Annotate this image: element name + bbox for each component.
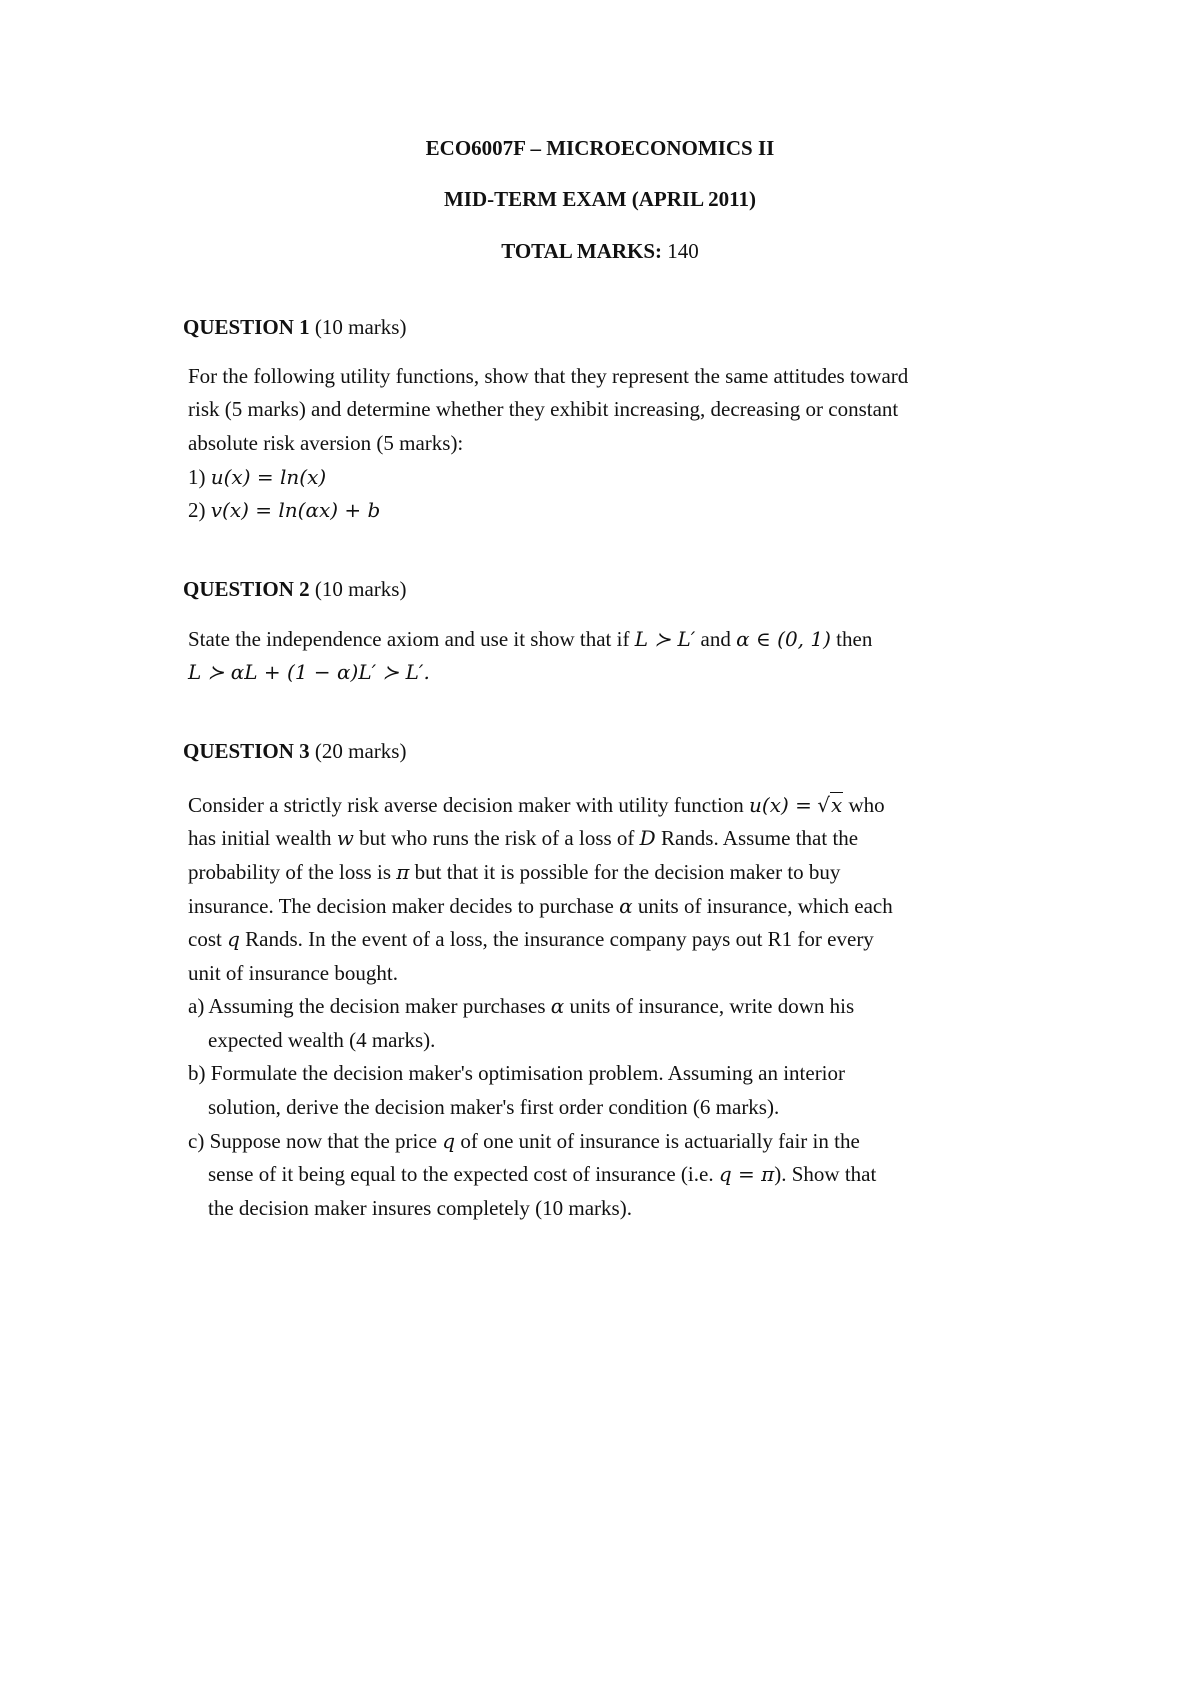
exam-title: MID-TERM EXAM (APRIL 2011) — [443, 187, 757, 211]
question-2-marks: (10 marks) — [314, 577, 407, 601]
question-1-heading — [183, 314, 406, 340]
q3-part-c-line-3: the decision maker insures completely (10 marks). — [208, 1196, 632, 1220]
q2-text-line-1: State the independence axiom and use it show that if L ≻ L′ and α ∈ (0, 1) then — [188, 627, 873, 651]
question-1-label: QUESTION 1 — [183, 315, 310, 339]
q2-text-line-2 — [188, 659, 430, 685]
question-1-marks: (10 marks) — [314, 315, 407, 339]
q3-part-c-line-1: c) Suppose now that the price q of one unit of insurance is actuarially fair in the — [188, 1129, 860, 1153]
total-marks-label: TOTAL MARKS: — [501, 239, 663, 263]
q3-text-line-6: unit of insurance bought. — [188, 961, 398, 985]
total-marks — [0, 238, 1200, 264]
q1-item-1-formula: u(x) = ln(x) — [210, 465, 327, 489]
q1-text-line-3: absolute risk aversion (5 marks): — [188, 431, 464, 455]
q1-item-2: 2) v(x) = ln(αx) + b — [188, 498, 381, 522]
q1-item-2-formula: v(x) = ln(αx) + b — [210, 498, 381, 522]
q3-part-b-line-1: b) Formulate the decision maker's optimisation problem. Assuming an interior — [188, 1061, 846, 1085]
q3-text-line-3: probability of the loss is π but that it is possible for the decision maker to buy — [188, 860, 841, 884]
q3-part-a-line-1: a) Assuming the decision maker purchases α units of insurance, write down his — [188, 994, 855, 1018]
square-root-symbol: √x — [817, 793, 843, 817]
q2-formula: L ≻ αL + (1 − α)L′ ≻ L′. — [188, 660, 430, 684]
q3-text-line-4: insurance. The decision maker decides to purchase α units of insurance, which each — [188, 894, 893, 918]
total-marks-value: 140 — [667, 239, 699, 263]
q3-text-line-1: Consider a strictly risk averse decision maker with utility function u(x) = √x who — [188, 793, 885, 817]
q1-text-line-2: risk (5 marks) and determine whether they exhibit increasing, decreasing or constant — [188, 397, 899, 421]
q3-part-a-line-2: expected wealth (4 marks). — [208, 1028, 436, 1052]
q1-text-line-1: For the following utility functions, show that they represent the same attitudes toward — [188, 364, 909, 388]
q3-text-line-2: has initial wealth w but who runs the risk of a loss of D Rands. Assume that the — [188, 826, 859, 850]
question-3-label: QUESTION 3 — [183, 739, 310, 763]
question-3-heading — [183, 738, 406, 764]
question-2-heading — [183, 576, 406, 602]
q3-text-line-5: cost q Rands. In the event of a loss, the insurance company pays out R1 for every — [188, 927, 874, 951]
question-3-marks: (20 marks) — [314, 739, 407, 763]
question-2-label: QUESTION 2 — [183, 577, 310, 601]
q3-part-b-line-2: solution, derive the decision maker's first order condition (6 marks). — [208, 1095, 780, 1119]
q3-part-c-line-2: sense of it being equal to the expected cost of insurance (i.e. q = π). Show that — [208, 1162, 877, 1186]
course-title: ECO6007F – MICROECONOMICS II — [425, 136, 775, 160]
q1-item-1: 1) u(x) = ln(x) — [188, 465, 327, 489]
